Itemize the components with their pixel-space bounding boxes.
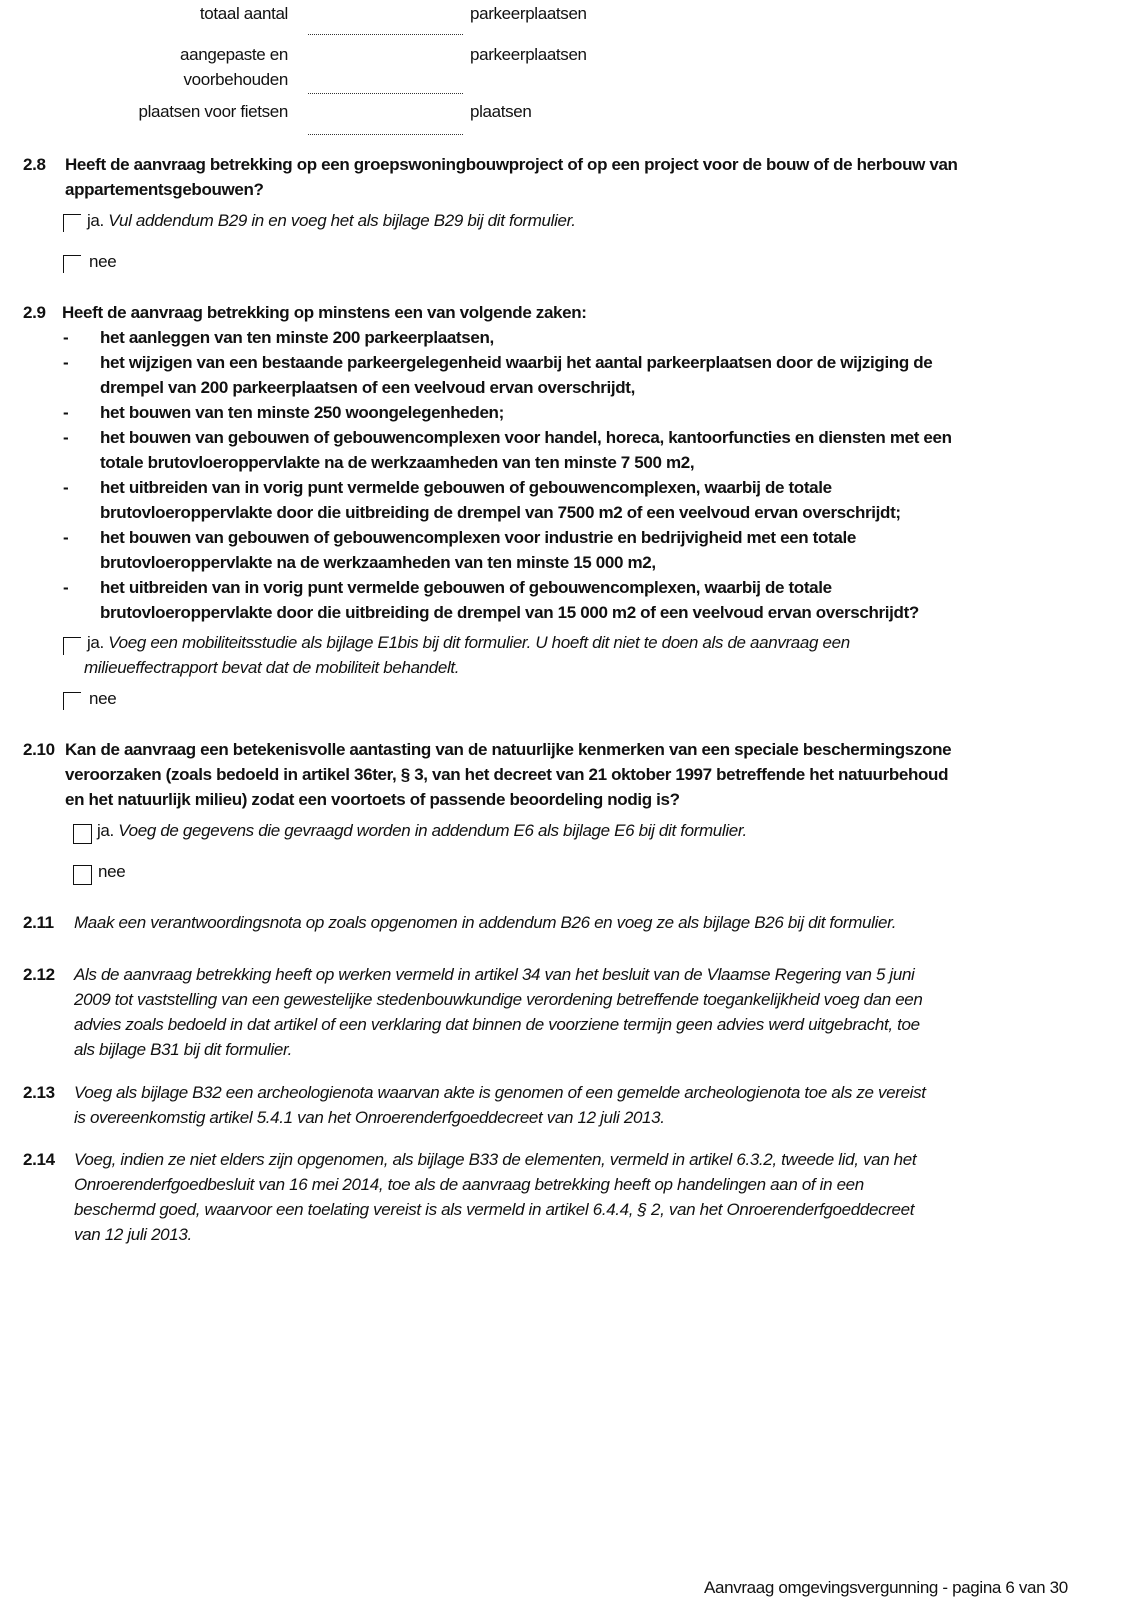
instruction-text-line2: Onroerenderfgoedbesluit van 16 mei 2014, toe als de aanvraag betrekking heeft op handelingen aan of in een — [74, 1175, 864, 1194]
yes-instruction: Voeg een mobiliteitsstudie als bijlage E1bis bij dit formulier. U hoeft dit niet te doen als de aanvraag een — [108, 633, 850, 652]
bullet-marker: - — [63, 328, 69, 347]
instruction-text-line1: Als de aanvraag betrekking heeft op werken vermeld in artikel 34 van het besluit van de Vlaamse Regering van 5 juni — [74, 965, 915, 984]
bullet-marker: - — [63, 578, 69, 597]
bicycle-places-unit: plaatsen — [470, 102, 532, 121]
no-checkbox[interactable] — [63, 255, 81, 273]
bullet-item-cont: brutovloeroppervlakte door die uitbreiding de drempel van 7500 m2 of een veelvoud ervan overschrijdt; — [100, 503, 901, 522]
instruction-text-line2: 2009 tot vaststelling van een gewestelijke stedenbouwkundige verordening betreffende toegankelijkheid voeg dan een — [74, 990, 923, 1009]
instruction-number: 2.14 — [23, 1150, 55, 1169]
bullet-item-cont: totale brutovloeroppervlakte na de werkzaamheden van ten minste 7 500 m2, — [100, 453, 695, 472]
instruction-text-line1: Voeg als bijlage B32 een archeologienota waarvan akte is genomen of een gemelde archeologienota toe als ze vereist — [74, 1083, 926, 1102]
instruction-text-line4: als bijlage B31 bij dit formulier. — [74, 1040, 293, 1059]
yes-label: ja. — [87, 633, 104, 652]
instruction-number: 2.11 — [23, 913, 54, 932]
no-checkbox[interactable] — [63, 692, 81, 710]
bullet-item: het bouwen van gebouwen of gebouwencomplexen voor industrie en bedrijvigheid met een totale — [100, 528, 856, 547]
yes-label: ja. — [97, 821, 114, 840]
question-text-line2: veroorzaken (zoals bedoeld in artikel 36ter, § 3, van het decreet van 21 oktober 1997 betreffende het natuurbehoud — [65, 765, 949, 784]
no-label: nee — [98, 862, 126, 881]
question-text-line1: Kan de aanvraag een betekenisvolle aantasting van de natuurlijke kenmerken van een speciale beschermingszone — [65, 740, 952, 759]
bullet-marker: - — [63, 478, 69, 497]
bullet-item: het uitbreiden van in vorig punt vermelde gebouwen of gebouwencomplexen, waarbij de totale — [100, 578, 832, 597]
question-text-line1: Heeft de aanvraag betrekking op een groepswoningbouwproject of op een project voor de bouw of de herbouw van — [65, 155, 958, 174]
bullet-item: het wijzigen van een bestaande parkeergelegenheid waarbij het aantal parkeerplaatsen door de wijziging de — [100, 353, 933, 372]
question-text-line3: en het natuurlijk milieu) zodat een voortoets of passende beoordeling nodig is? — [65, 790, 680, 809]
question-text-line2: appartementsgebouwen? — [65, 180, 264, 199]
bullet-item: het aanleggen van ten minste 200 parkeerplaatsen, — [100, 328, 494, 347]
bullet-item-cont: drempel van 200 parkeerplaatsen of een veelvoud ervan overschrijdt, — [100, 378, 635, 397]
bullet-item-cont: brutovloeroppervlakte door die uitbreiding de drempel van 15 000 m2 of een veelvoud ervan overschrijdt? — [100, 603, 919, 622]
yes-checkbox[interactable] — [63, 214, 81, 232]
instruction-number: 2.12 — [23, 965, 55, 984]
adapted-reserved-label-line2: voorbehouden — [183, 70, 288, 89]
adapted-reserved-label-line1: aangepaste en — [180, 45, 288, 64]
bicycle-places-input[interactable] — [308, 134, 463, 135]
instruction-text: Maak een verantwoordingsnota op zoals opgenomen in addendum B26 en voeg ze als bijlage B26 bij dit formulier. — [74, 913, 897, 932]
bullet-item: het uitbreiden van in vorig punt vermelde gebouwen of gebouwencomplexen, waarbij de totale — [100, 478, 832, 497]
adapted-reserved-input[interactable] — [308, 93, 463, 94]
instruction-text-line3: advies zoals bedoeld in dat artikel of een verklaring dat binnen de voorziene termijn geen advies werd uitgebracht, toe — [74, 1015, 920, 1034]
bicycle-places-label: plaatsen voor fietsen — [138, 102, 288, 121]
yes-label: ja. — [87, 211, 104, 230]
no-label: nee — [89, 252, 117, 271]
instruction-text-line3: beschermd goed, waarvoor een toelating vereist is als vermeld in artikel 6.4.4, § 2, van het Onroerenderfgoeddecreet — [74, 1200, 915, 1219]
instruction-text-line2: is overeenkomstig artikel 5.4.1 van het Onroerenderfgoeddecreet van 12 juli 2013. — [74, 1108, 665, 1127]
bullet-item: het bouwen van ten minste 250 woongelegenheden; — [100, 403, 504, 422]
yes-checkbox[interactable] — [63, 637, 81, 655]
total-count-input[interactable] — [308, 34, 463, 35]
no-label: nee — [89, 689, 117, 708]
bullet-item: het bouwen van gebouwen of gebouwencomplexen voor handel, horeca, kantoorfuncties en diensten met een — [100, 428, 952, 447]
total-count-unit: parkeerplaatsen — [470, 4, 587, 23]
no-checkbox[interactable] — [73, 865, 92, 885]
instruction-text-line4: van 12 juli 2013. — [74, 1225, 192, 1244]
total-count-label: totaal aantal — [199, 4, 288, 23]
instruction-text-line1: Voeg, indien ze niet elders zijn opgenomen, als bijlage B33 de elementen, vermeld in artikel 6.3.2, tweede lid, van het — [74, 1150, 917, 1169]
bullet-marker: - — [63, 353, 69, 372]
yes-instruction-cont: milieueffectrapport bevat dat de mobiliteit behandelt. — [84, 658, 460, 677]
adapted-reserved-unit: parkeerplaatsen — [470, 45, 587, 64]
yes-instruction: Vul addendum B29 in en voeg het als bijlage B29 bij dit formulier. — [108, 211, 576, 230]
bullet-item-cont: brutovloeroppervlakte na de werkzaamheden van ten minste 15 000 m2, — [100, 553, 656, 572]
question-text: Heeft de aanvraag betrekking op minstens een van volgende zaken: — [62, 303, 587, 322]
bullet-marker: - — [63, 403, 69, 422]
bullet-marker: - — [63, 428, 69, 447]
yes-instruction: Voeg de gegevens die gevraagd worden in addendum E6 als bijlage E6 bij dit formulier. — [118, 821, 747, 840]
yes-option — [87, 208, 576, 233]
yes-option — [97, 818, 747, 843]
yes-checkbox[interactable] — [73, 824, 92, 844]
page-footer: Aanvraag omgevingsvergunning - pagina 6 van 30 — [704, 1578, 1068, 1597]
yes-option — [87, 630, 850, 655]
question-number: 2.10 — [23, 740, 55, 759]
question-number: 2.9 — [23, 303, 46, 322]
question-number: 2.8 — [23, 155, 46, 174]
instruction-number: 2.13 — [23, 1083, 55, 1102]
bullet-marker: - — [63, 528, 69, 547]
